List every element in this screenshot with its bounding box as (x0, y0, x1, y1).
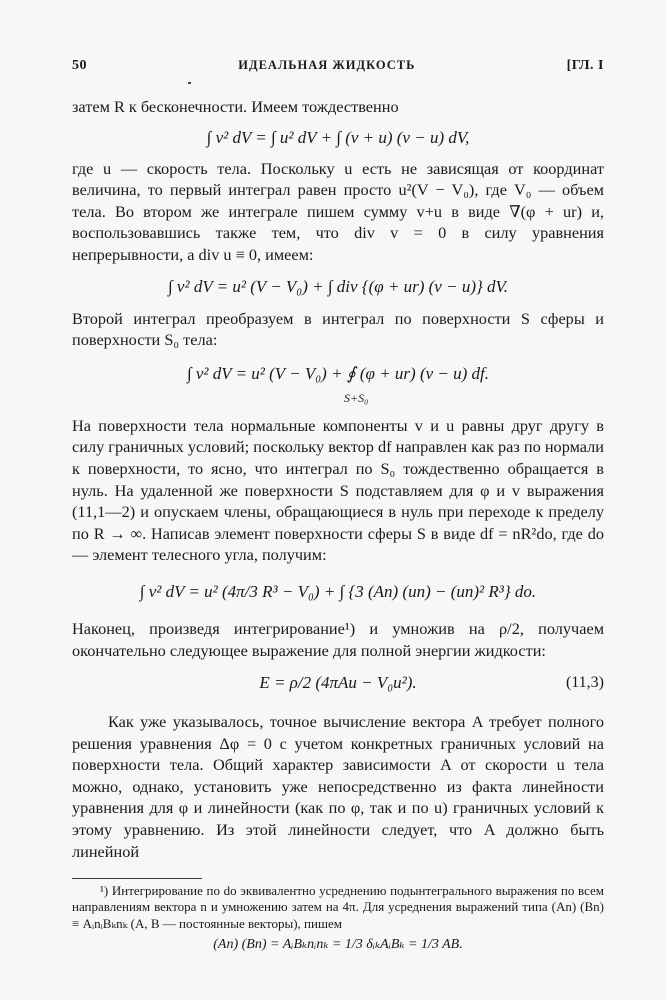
footnote-text: ¹) Интегрирование по do эквивалентно усреднению подынтегрального выражения по всем направлениям вектора n и умножению затем на 4π. Для усреднения выражений типа (An) (Bn) ≡ AᵢnᵢBₖnₖ (A, B — постоянные векторы), пишем (72, 883, 604, 931)
equation-2: ∫ v² dV = u² (V − V₀) + ∫ div {(φ + ur) (v − u)} dV. (168, 276, 508, 296)
equation-4: ∫ v² dV = u² (4π/3 R³ − V₀) + ∫ {3 (An) (un) − (un)² R³} do. (139, 581, 537, 601)
running-header (72, 58, 604, 82)
running-title: ИДЕАЛЬНАЯ ЖИДКОСТЬ (238, 58, 416, 72)
paragraph-1: затем R к бесконечности. Имеем тождественно (72, 97, 399, 116)
equation-3-block (72, 351, 604, 415)
equation-5: E = ρ/2 (4πAu − V₀u²). (259, 673, 417, 693)
equation-3: ∫ v² dV = u² (V − V₀) + ∮ (φ + ur) (v − u) df. (186, 363, 490, 383)
equation-5-block (72, 661, 604, 705)
equation-1: ∫ v² dV = ∫ u² dV + ∫ (v + u) (v − u) dV, (206, 127, 470, 147)
chapter-label: [ГЛ. I (566, 58, 604, 73)
equation-3-subscript: S+S₀ (344, 390, 369, 405)
paragraph-3: Второй интеграл преобразуем в интеграл по поверхности S сферы и поверхности S₀ тела: (72, 308, 604, 350)
book-page (72, 58, 604, 953)
paragraph-2: где u — скорость тела. Поскольку u есть не зависящая от координат величина, то первый интеграл равен просто u²(V − V₀), где V₀ — объем тела. Во втором же интеграле пишем сумму v+u в виде ∇(φ + ur) и, воспользовавшись также тем, что div v = 0 в силу уравнения непрерывности, а div u ≡ 0, имеем: (72, 158, 604, 264)
equation-5-number: (11,3) (565, 674, 604, 692)
paragraph-6: Как уже указывалось, точное вычисление вектора A требует полного решения уравнения Δφ = 0 с учетом конкретных граничных условий на поверхности тела. Общий характер зависимости A от скорости u тела можно, однако, установить уже непосредственно из факта линейности уравнения для φ и линейности (как по φ, так и по u) граничных условий к этому уравнению. Из этой линейности следует, что A должно быть линейной (72, 712, 604, 861)
footnote-rule (72, 878, 202, 879)
page-number: 50 (72, 58, 87, 73)
paragraph-4: На поверхности тела нормальные компоненты v и u равны друг другу в силу граничных условий; поскольку вектор df направлен как раз по нормали к поверхности, то ясно, что интеграл по S₀ тождественно обращается в нуль. На удаленной же поверхности S подставляем для φ и v выражения (11,1—2) и опускаем члены, обращающиеся в нуль при переходе к пределу по R → ∞. Написав элемент поверхности сферы S в виде df = nR²do, где do — элемент телесного угла, получим: (72, 415, 604, 565)
paragraph-5: Наконец, произведя интегрирование¹) и умножив на ρ/2, получаем окончательно следующее выражение для полной энергии жидкости: (72, 618, 604, 660)
print-speck (188, 82, 191, 84)
footnote-equation: (An) (Bn) = AᵢBₖnᵢnₖ = 1/3 δᵢₖAᵢBₖ = 1/3 AB. (213, 936, 463, 952)
